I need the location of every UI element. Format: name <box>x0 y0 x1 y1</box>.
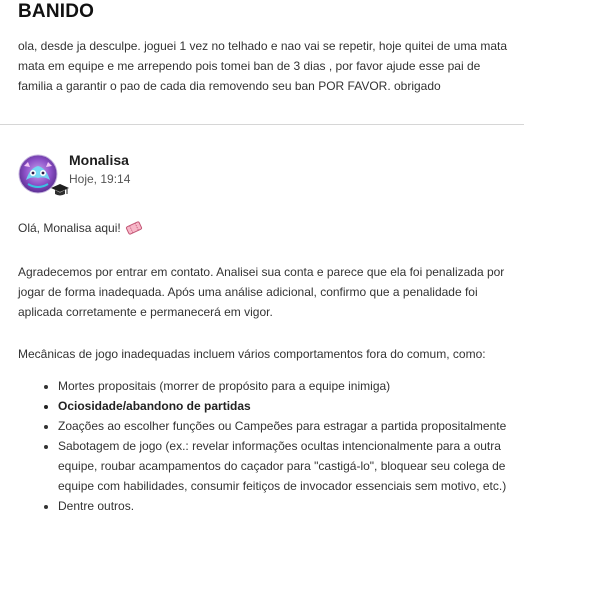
ticket-body: ola, desde ja desculpe. joguei 1 vez no telhado e nao vai se repetir, hoje quitei de uma mata mata em equipe e me arrependo pois tomei ban de 3 dias , por favor ajude esse pai de familia a garantir o pao de cada dia removendo seu ban POR FAVOR. obrigado <box>18 39 507 93</box>
greeting-line <box>18 218 523 238</box>
reply-content <box>18 218 523 516</box>
list-item: • Mortes propositais (morrer de propósito para a equipe inimiga) <box>58 376 523 396</box>
spacer <box>18 322 523 342</box>
list-item: • Ociosidade/abandono de partidas <box>58 396 523 416</box>
ticket-eraser-icon <box>125 221 143 235</box>
reply-paragraph-2: Mecânicas de jogo inadequadas incluem vários comportamentos fora do comum, como: <box>18 347 486 361</box>
section-divider <box>0 124 524 125</box>
graduation-cap-icon <box>50 182 70 198</box>
greeting-text: Olá, Monalisa aqui! <box>18 221 121 235</box>
list-item: • Sabotagem de jogo (ex.: revelar informações ocultas intencionalmente para a outra equipe, roubar acampamentos do caçador para "castigá-lo", bloquear seu colega de equipe com habilidades, consumir feitiços de invocador essenciais sem motivo, etc.) <box>58 436 523 496</box>
reply-timestamp: Hoje, 19:14 <box>69 172 131 186</box>
reply-paragraph-1: Agradecemos por entrar em contato. Analisei sua conta e parece que ela foi penalizada por jogar de forma inadequada. Após uma análise adicional, confirmo que a penalidade foi aplicada corretamente e permanecerá em vigor. <box>18 265 505 319</box>
reply-header <box>18 152 418 198</box>
mechanics-list <box>18 376 523 516</box>
ticket-title: BANIDO <box>18 1 95 22</box>
list-item: • Dentre outros. <box>58 496 523 516</box>
author-name[interactable]: Monalisa <box>69 152 129 168</box>
spacer <box>18 238 523 258</box>
list-item: • Zoações ao escolher funções ou Campeões para estragar a partida propositalmente <box>58 416 523 436</box>
